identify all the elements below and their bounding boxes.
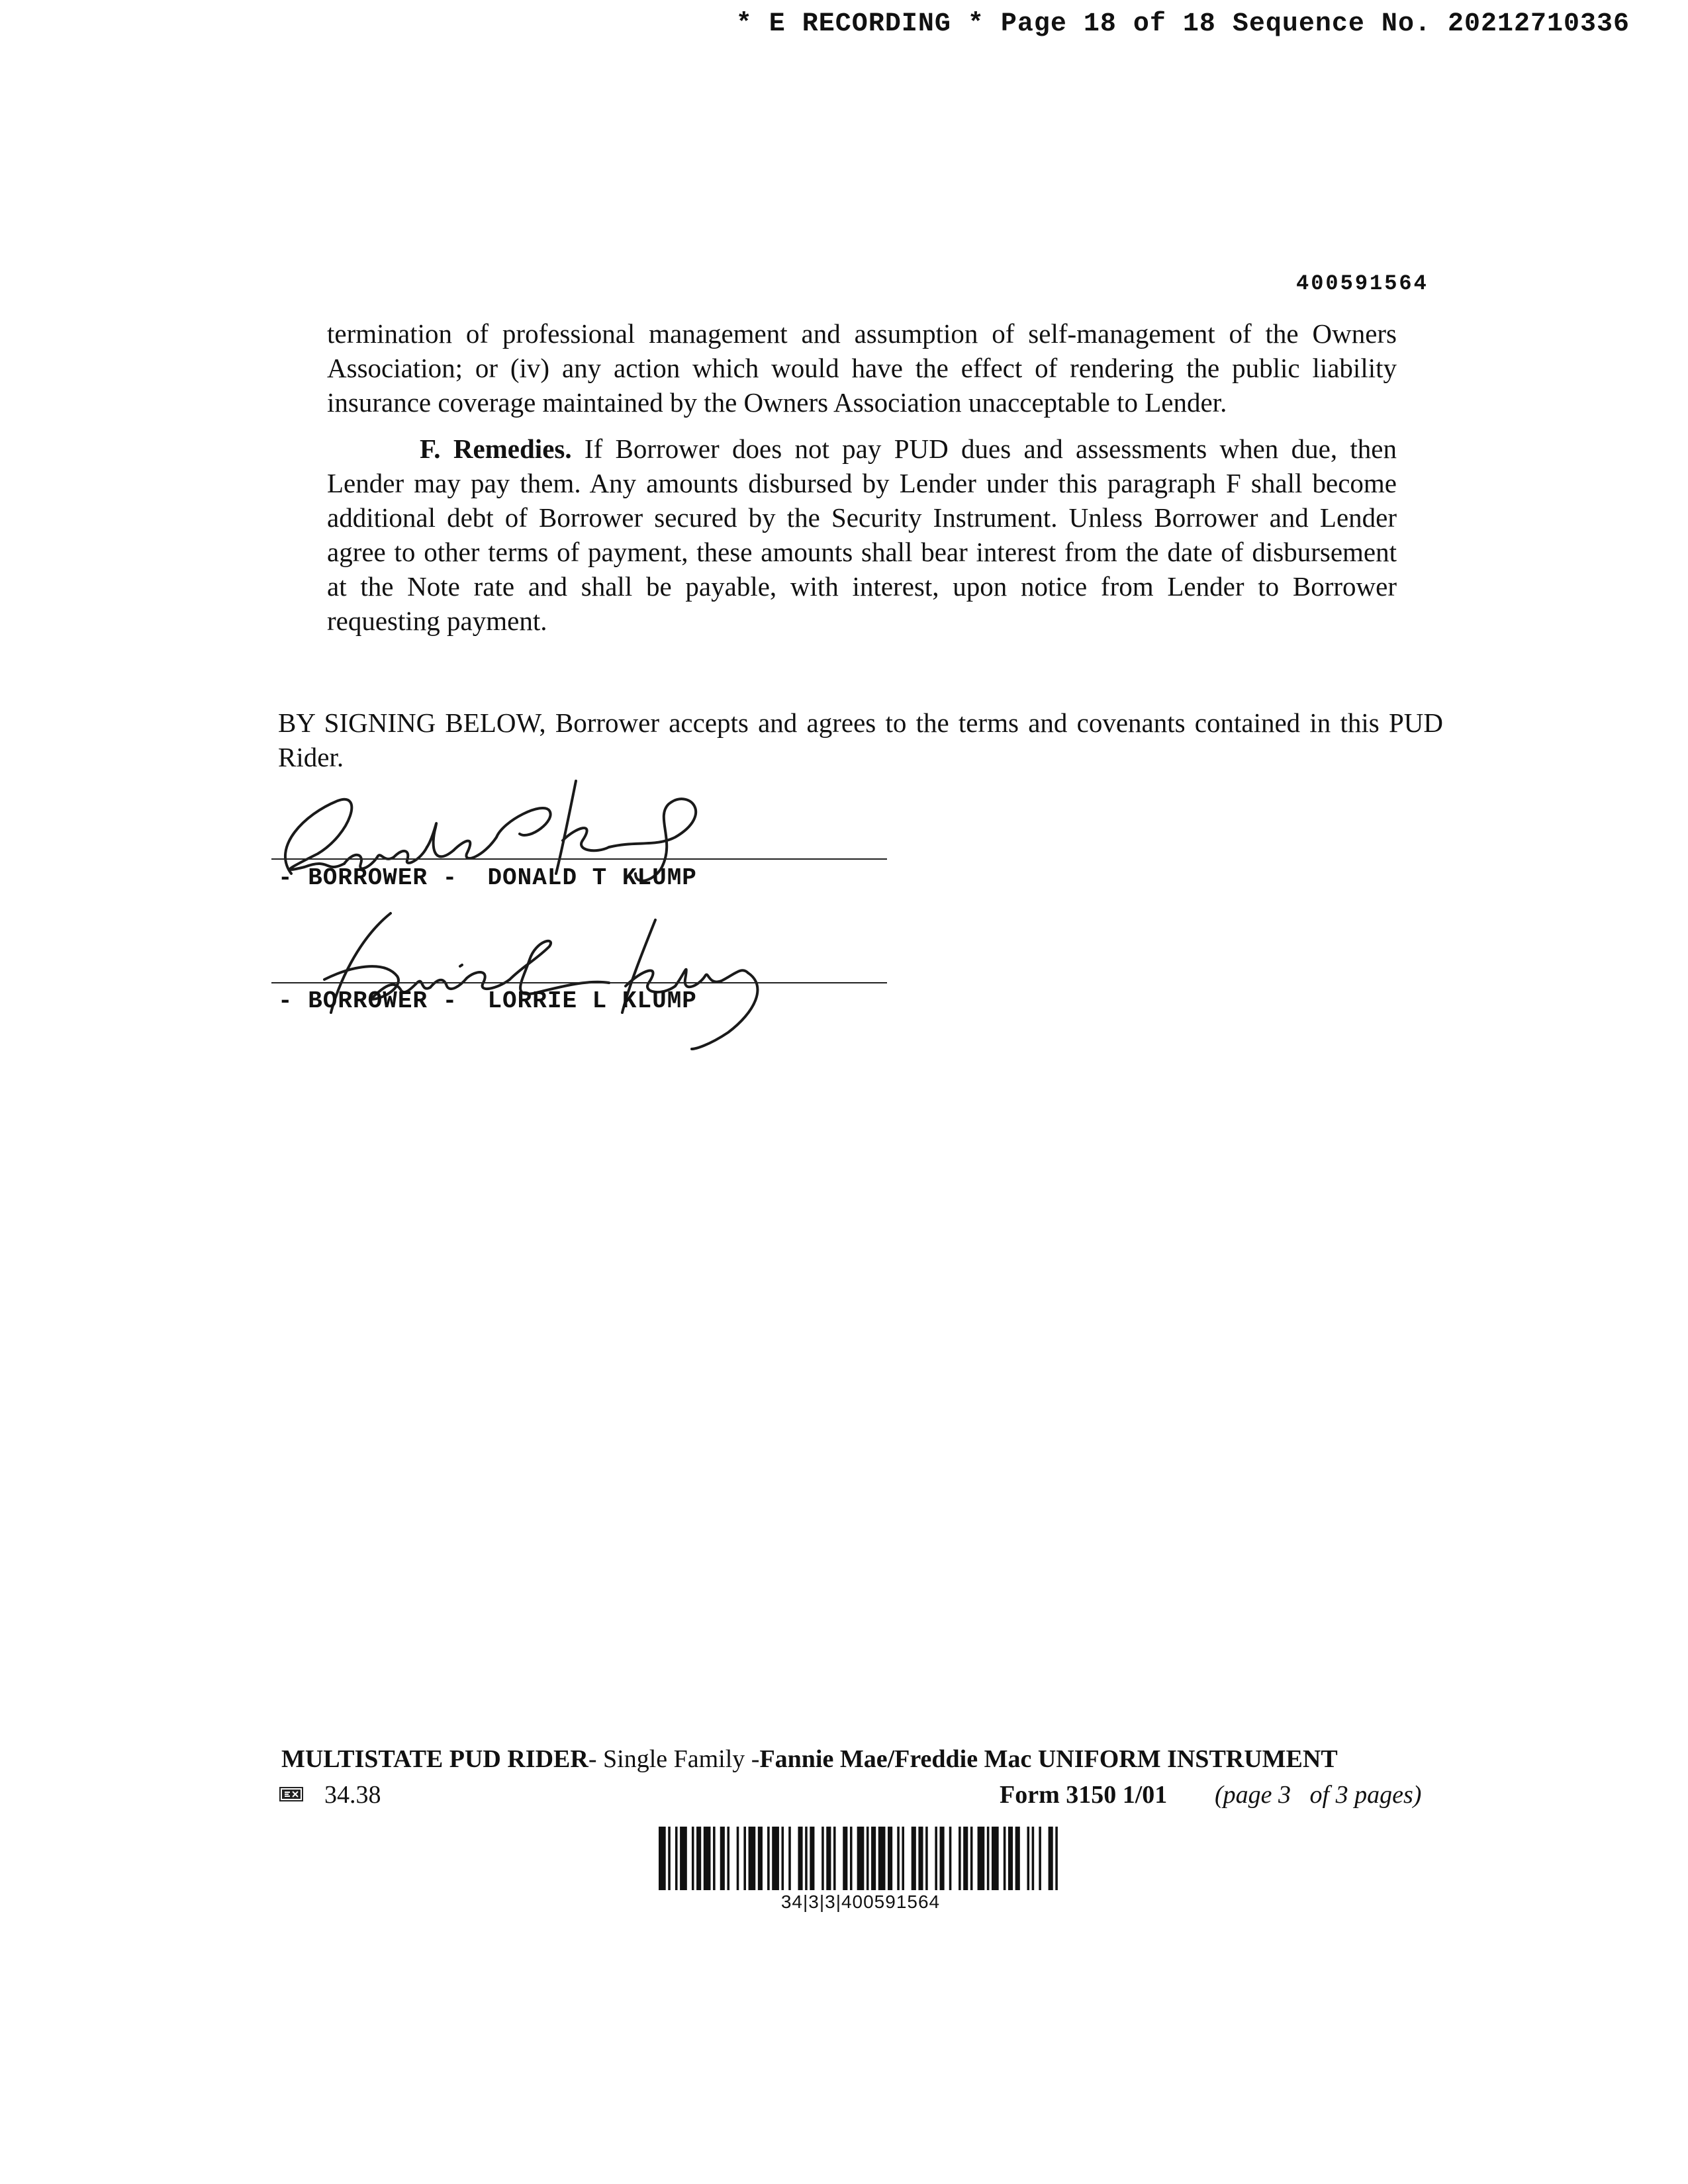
form-logo-icon — [279, 1787, 303, 1801]
form-title — [281, 1745, 1338, 1774]
form-title-subtype: - Single Family - — [588, 1745, 760, 1773]
form-title-main: MULTISTATE PUD RIDER — [281, 1745, 588, 1773]
paragraph-remedies — [327, 432, 1397, 638]
signature-line — [271, 982, 887, 983]
signature-label: - BORROWER - LORRIE L KLUMP — [278, 987, 697, 1015]
barcode-icon — [659, 1827, 1062, 1890]
signature-line — [271, 858, 887, 860]
signature-lorrie-klump — [311, 900, 788, 1052]
paragraph-continued: termination of professional management and assumption of self-management of the Owners Association; or (iv) any action which would have the effect of rendering the public liability insurance coverage maintained by the Owners Association unacceptable to Lender. — [327, 318, 1397, 418]
form-number: Form 3150 1/01 — [1000, 1781, 1168, 1809]
signature-label: - BORROWER - DONALD T KLUMP — [278, 864, 697, 891]
barcode-text: 34|3|3|400591564 — [780, 1891, 941, 1912]
recording-header: * E RECORDING * Page 18 of 18 Sequence No. 20212710336 — [735, 9, 1630, 39]
form-code: 34.38 — [324, 1781, 381, 1809]
signing-statement: BY SIGNING BELOW, Borrower accepts and agrees to the terms and covenants contained in this PUD Rider. — [278, 707, 1443, 772]
loan-number: 400591564 — [1296, 271, 1429, 296]
remedies-text: If Borrower does not pay PUD dues and assessments when due, then Lender may pay them. Any amounts disbursed by Lender under this paragraph F shall become additional debt of Borrower secured by the Security Instrument. Unless Borrower and Lender agree to other terms of payment, these amounts shall bear interest from the date of disbursement at the Note rate and shall be payable, with interest, upon notice from Lender to Borrower requesting payment. — [327, 433, 1397, 636]
form-title-instrument: Fannie Mae/Freddie Mac UNIFORM INSTRUMENT — [759, 1745, 1338, 1773]
page-info: (page 3 of 3 pages) — [1215, 1781, 1422, 1809]
remedies-heading: F. Remedies. — [420, 433, 572, 464]
